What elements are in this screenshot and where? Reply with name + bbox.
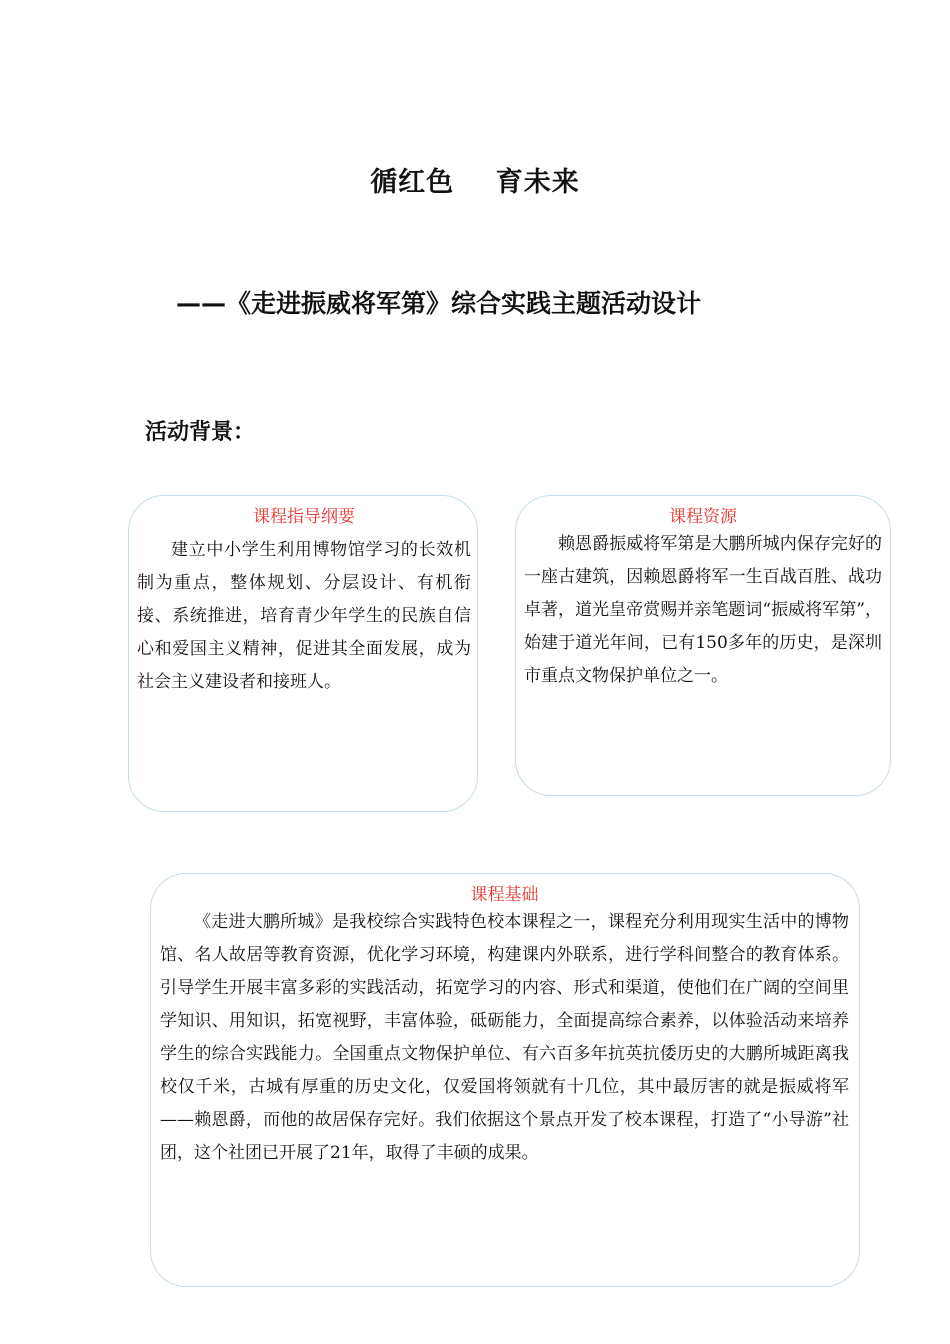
- resource-box-title: 课程资源: [669, 507, 737, 527]
- resource-box-body: 赖恩爵振威将军第是大鹏所城内保存完好的一座古建筑，因赖恩爵将军一生百战百胜、战功卓著，道光皇帝赏赐并亲笔题词“振威将军第”，始建于道光年间，已有150多年的历史，是深圳市重点文物保护单位之一。: [524, 534, 882, 686]
- guideline-box-body: 建立中小学生利用博物馆学习的长效机制为重点，整体规划、分层设计、有机衔接、系统推进，培育青少年学生的民族自信心和爱国主义精神，促进其全面发展，成为社会主义建设者和接班人。: [137, 540, 471, 692]
- foundation-box-body: 《走进大鹏所城》是我校综合实践特色校本课程之一，课程充分利用现实生活中的博物馆、名人故居等教育资源，优化学习环境，构建课内外联系，进行学科间整合的教育体系。引导学生开展丰富多彩的实践活动，拓宽学习的内容、形式和渠道，使他们在广阔的空间里学知识、用知识，拓宽视野，丰富体验，砥砺能力，全面提高综合素养，以体验活动来培养学生的综合实践能力。全国重点文物保护单位、有六百多年抗英抗倭历史的大鹏所城距离我校仅千米，古城有厚重的历史文化，仅爱国将领就有十几位，其中最厉害的就是振威将军——赖恩爵，而他的故居保存完好。我们依据这个景点开发了校本课程，打造了“小导游”社团，这个社团已开展了21年，取得了丰硕的成果。: [160, 912, 849, 1163]
- document-subtitle: ——《走进振威将军第》综合实践主题活动设计: [176, 289, 702, 318]
- guideline-box-title: 课程指导纲要: [253, 507, 355, 527]
- foundation-box: [150, 873, 860, 1287]
- resource-box: [515, 495, 891, 796]
- foundation-box-title: 课程基础: [470, 885, 539, 905]
- document-title: 循红色 育未来: [370, 167, 580, 198]
- section-heading-background: 活动背景：: [145, 420, 256, 445]
- guideline-box: [128, 495, 478, 812]
